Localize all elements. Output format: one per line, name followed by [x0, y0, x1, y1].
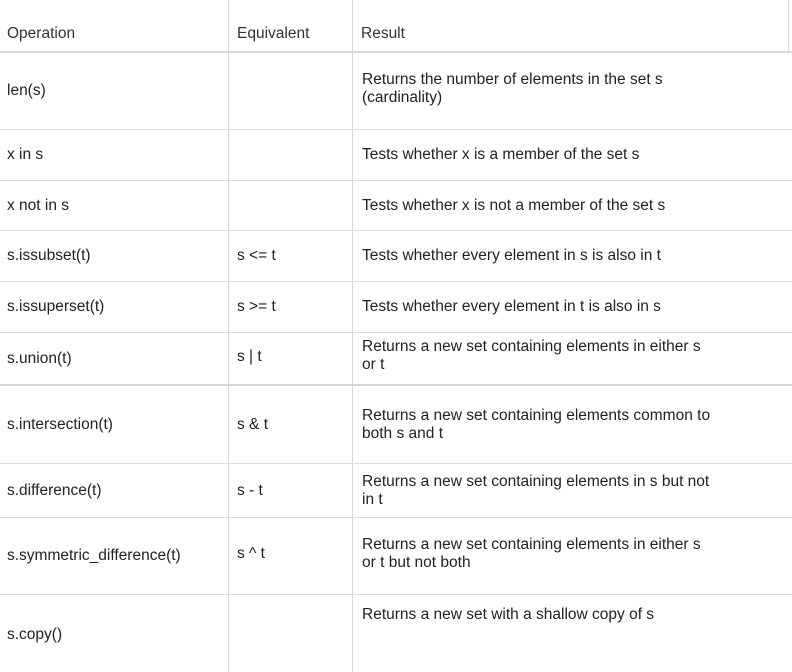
table-row: [0, 231, 792, 282]
equivalent-cell: [237, 595, 347, 672]
table-row: [0, 386, 792, 464]
operation-cell: len(s): [7, 82, 46, 99]
result-cell: Returns a new set containing elements in either s or t: [362, 338, 701, 373]
equivalent-cell: s >= t: [237, 298, 276, 315]
table-row: [0, 181, 792, 231]
operation-cell: s.issubset(t): [7, 247, 91, 264]
result-cell: Returns a new set containing elements in s but not in t: [362, 472, 710, 508]
table-header-row: [0, 0, 792, 53]
header-result: Result: [361, 24, 405, 42]
equivalent-cell: [237, 130, 347, 180]
table-row: [0, 130, 792, 181]
operation-cell: x not in s: [7, 196, 70, 214]
equivalent-cell: s <= t: [237, 247, 276, 264]
table-row: [0, 53, 792, 130]
equivalent-cell: [237, 181, 347, 230]
header-operation: Operation: [7, 24, 76, 42]
table-row: [0, 595, 792, 672]
result-cell: Returns the number of elements in the set s (cardinality): [362, 70, 663, 106]
operation-cell: s.issuperset(t): [7, 298, 105, 315]
operation-cell: s.copy(): [7, 626, 63, 643]
operation-cell: s.symmetric_difference(t): [7, 547, 181, 564]
table-row: [0, 464, 792, 518]
result-cell: Tests whether x is not a member of the set s: [362, 196, 666, 214]
equivalent-cell: s ^ t: [237, 545, 265, 562]
table-row: [0, 518, 792, 595]
table-row: [0, 333, 792, 386]
operation-cell: x in s: [7, 146, 44, 163]
equivalent-cell: s - t: [237, 481, 263, 499]
equivalent-cell: s | t: [237, 347, 262, 365]
header-equivalent: Equivalent: [237, 24, 310, 42]
result-cell: Tests whether every element in t is also in s: [362, 298, 661, 315]
result-cell: Returns a new set containing elements common to both s and t: [362, 406, 711, 442]
operation-cell: s.difference(t): [7, 481, 102, 499]
equivalent-cell: [237, 53, 347, 129]
result-cell: Returns a new set with a shallow copy of s: [362, 606, 655, 623]
result-cell: Tests whether every element in s is also in t: [362, 247, 661, 264]
result-cell: Tests whether x is a member of the set s: [362, 146, 640, 163]
operation-cell: s.intersection(t): [7, 415, 113, 433]
table-row: [0, 282, 792, 333]
result-cell: Returns a new set containing elements in either s or t but not both: [362, 536, 701, 571]
operation-cell: s.union(t): [7, 349, 72, 367]
equivalent-cell: s & t: [237, 415, 269, 433]
